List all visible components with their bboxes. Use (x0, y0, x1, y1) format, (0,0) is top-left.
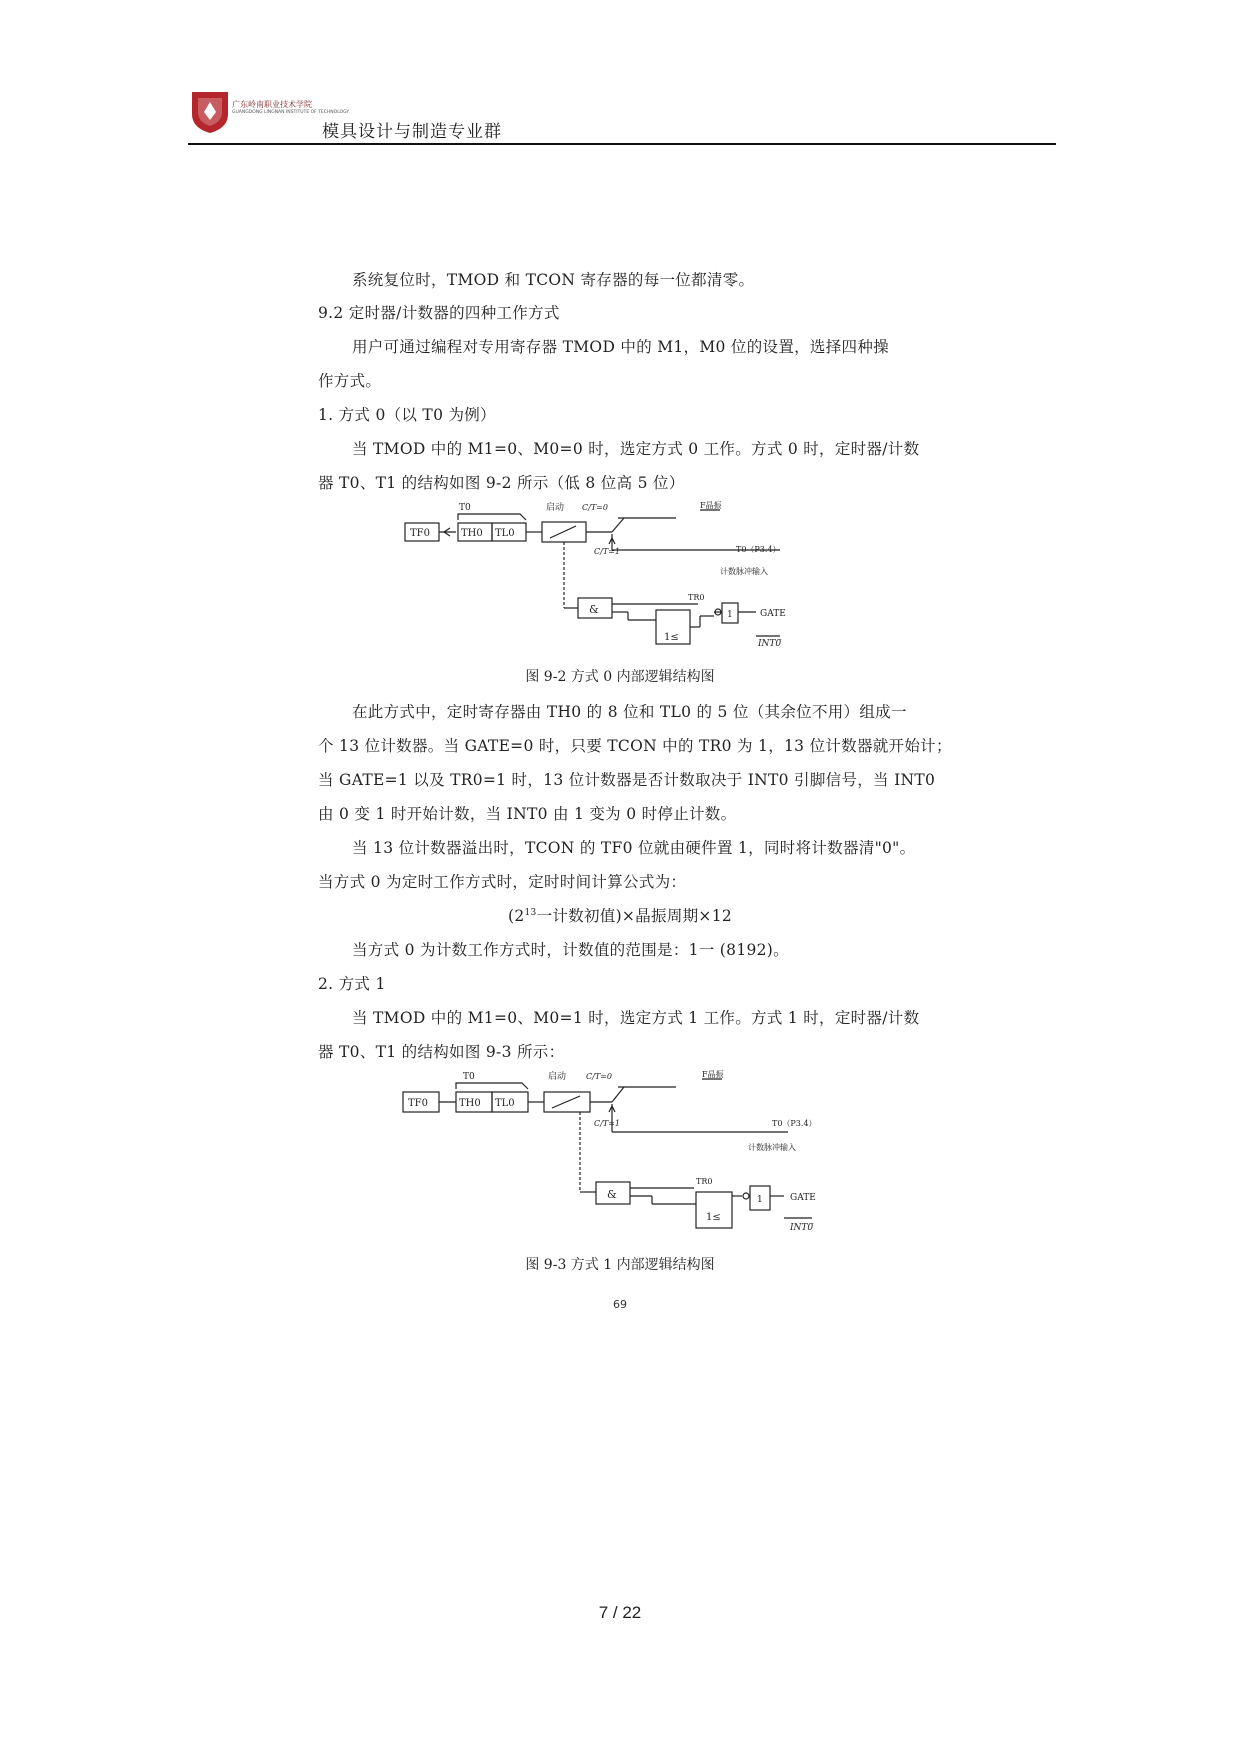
diagram-label-tr0: TR0 (688, 593, 705, 602)
pagination-indicator: 7 / 22 (598, 1603, 642, 1622)
figure-caption-9-3 (0, 1254, 1240, 1274)
diagram2-label-count-input: 计数脉冲输入 (748, 1143, 796, 1152)
formula-exponent: 13 (524, 907, 537, 918)
formula-rest: 一计数初值)×晶振周期×12 (536, 907, 733, 925)
diagram2-label-tl0: TL0 (495, 1098, 515, 1109)
formula-prefix: (2 (508, 907, 525, 925)
figure-9-3-diagram (398, 1068, 848, 1238)
paragraph-desc-line2: 个 13 位计数器。当 GATE=0 时，只要 TCON 中的 TR0 为 1，13 位计数器就开始计； (318, 737, 952, 755)
paragraph-overflow-line1: 当 13 位计数器溢出时，TCON 的 TF0 位就由硬件置 1，同时将计数器清"0"。 (352, 839, 916, 857)
diagram2-label-ct1-bottom: C/T=1 (594, 1119, 620, 1128)
diagram-label-start: 启动 (546, 503, 565, 513)
diagram2-label-ct0-top: C/T=0 (586, 1072, 612, 1081)
figure-caption-9-2 (0, 666, 1240, 686)
diagram2-label-tf0: TF0 (408, 1098, 428, 1109)
header-title: 模具设计与制造专业群 (322, 122, 502, 142)
diagram-label-f-crystal: F晶振 (700, 501, 722, 510)
diagram2-label-th0: TH0 (459, 1098, 481, 1109)
diagram-and-gate-symbol: & (589, 603, 599, 616)
diagram-label-ct1-bottom: C/T=1 (594, 547, 620, 556)
diagram2-label-start: 启动 (548, 1072, 567, 1082)
paragraph-intro-line2: 作方式。 (318, 372, 382, 390)
caption-text-9-2: 图 9-2 方式 0 内部逻辑结构图 (525, 669, 715, 685)
paragraph-desc-line1: 在此方式中，定时寄存器由 TH0 的 8 位和 TL0 的 5 位（其余位不用）组成一 (352, 703, 907, 721)
diagram-label-ct0-top: C/T=0 (582, 503, 608, 512)
paragraph-mode1-line1: 当 TMOD 中的 M1=0、M0=1 时，选定方式 1 工作。方式 1 时，定时器/计数 (352, 1009, 920, 1027)
caption-text-9-3: 图 9-3 方式 1 内部逻辑结构图 (525, 1257, 715, 1273)
school-name-cn: 广东岭南职业技术学院 (232, 100, 312, 109)
diagram-label-tf0: TF0 (410, 528, 430, 539)
header-rule (188, 143, 1056, 145)
diagram2-label-int0: INT0 (790, 1223, 814, 1233)
college-logo (190, 90, 230, 134)
section-heading-9-2: 9.2 定时器/计数器的四种工作方式 (318, 304, 560, 322)
diagram-not-gate-symbol: 1 (727, 610, 733, 620)
paragraph-reset: 系统复位时，TMOD 和 TCON 寄存器的每一位都清零。 (352, 271, 755, 289)
diagram-label-tl0: TL0 (495, 528, 515, 539)
heading-mode-0: 1. 方式 0（以 T0 为例） (318, 406, 496, 424)
diagram-or-gate-symbol: 1≤ (664, 632, 679, 643)
heading-mode-1: 2. 方式 1 (318, 975, 386, 993)
diagram-label-th0: TH0 (461, 528, 483, 539)
inner-page-number: 69 (613, 1298, 627, 1311)
diagram-label-int0: INT0 (758, 639, 782, 649)
diagram-label-count-input: 计数脉冲输入 (720, 567, 768, 576)
paragraph-mode0-line2: 器 T0、T1 的结构如图 9-2 所示（低 8 位高 5 位） (318, 474, 685, 492)
diagram2-and-gate-symbol: & (607, 1188, 617, 1201)
figure-9-2-diagram (400, 500, 850, 660)
diagram2-label-t0: T0 (463, 1072, 475, 1082)
school-name-en: GUANGDONG LINGNAN INSTITUTE OF TECHNOLOGY (232, 110, 350, 115)
diagram2-or-gate-symbol: 1≤ (706, 1212, 721, 1223)
timing-formula (508, 904, 732, 926)
diagram-label-t0-pin: T0（P3.4） (736, 545, 781, 554)
paragraph-count-range: 当方式 0 为计数工作方式时，计数值的范围是：1一 (8192)。 (352, 941, 789, 959)
diagram2-label-f-crystal: F晶振 (702, 1070, 724, 1079)
paragraph-intro-line1: 用户可通过编程对专用寄存器 TMOD 中的 M1，M0 位的设置，选择四种操 (352, 338, 889, 356)
diagram-label-gate: GATE (760, 609, 786, 619)
paragraph-mode0-line1: 当 TMOD 中的 M1=0、M0=0 时，选定方式 0 工作。方式 0 时，定时器/计数 (352, 440, 920, 458)
paragraph-desc-line4: 由 0 变 1 时开始计数，当 INT0 由 1 变为 0 时停止计数。 (318, 805, 737, 823)
diagram2-label-tr0: TR0 (696, 1177, 713, 1186)
diagram2-label-t0-pin: T0（P3.4） (772, 1119, 817, 1128)
diagram2-label-gate: GATE (790, 1193, 816, 1203)
paragraph-mode1-line2: 器 T0、T1 的结构如图 9-3 所示： (318, 1043, 565, 1061)
diagram-label-t0: T0 (459, 503, 471, 513)
diagram2-not-gate-symbol: 1 (757, 1195, 763, 1205)
paragraph-desc-line3: 当 GATE=1 以及 TR0=1 时，13 位计数器是否计数取决于 INT0 引脚信号，当 INT0 (318, 771, 936, 789)
paragraph-overflow-line2: 当方式 0 为定时工作方式时，定时时间计算公式为： (318, 873, 687, 891)
